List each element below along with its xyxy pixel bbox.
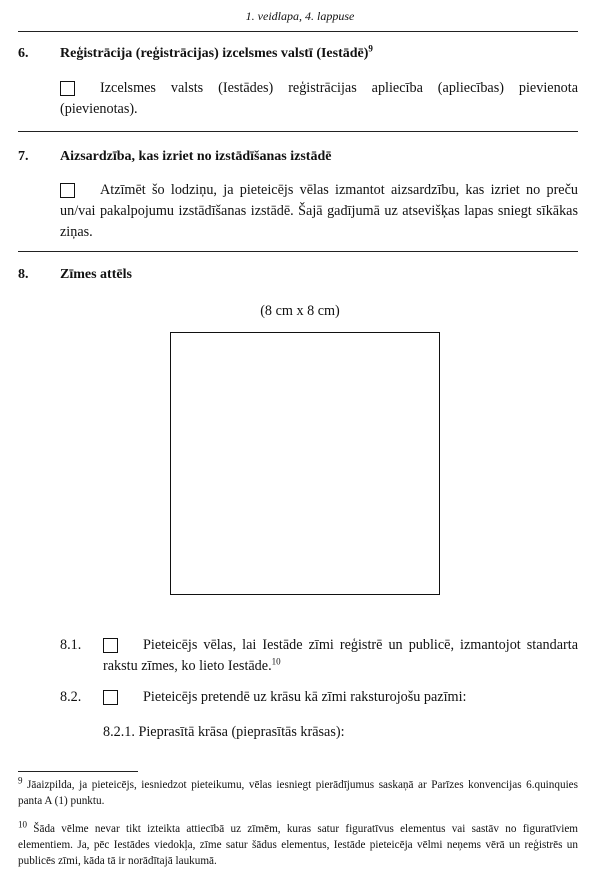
page-header: 1. veidlapa, 4. lappuse [245,9,355,23]
section-6-title [60,43,373,62]
item-8-1-text [103,635,578,677]
footnote-10-text: Šāda vēlme nevar tikt izteikta attiecībā uz zīmēm, kuras satur figuratīvus elementus vai sastāv no figuratīviem elementiem. Ja, pēc Iestādes viedokļa, zīme satur šādus elementus, Iestāde pieteicēja vēlmi neņems vērā un reģistrēs un publicēs zīmi, kāda tā ir norādītajā laukumā. [18,823,578,867]
footnote-ref-10: 10 [271,656,281,667]
item-8-2-1-label: 8.2.1. Pieprasītā krāsa (pieprasītās krāsas): [103,724,345,740]
section-7-title: Aizsardzība, kas izriet no izstādīšanas izstādē [60,149,332,164]
section-6-text: Izcelsmes valsts (Iestādes) reģistrācijas apliecība (apliecības) pievienota (pievienotas). [60,80,578,117]
item-8-1-text-body: Pieteicējs vēlas, lai Iestāde zīmi reģistrē un publicē, izmantojot standarta rakstu zīmes, ko lieto Iestāde. [103,637,578,674]
section-6-divider [18,131,578,132]
footnote-ref-9: 9 [368,43,373,54]
item-8-2-text: Pieteicējs pretendē uz krāsu kā zīmi raksturojošu pazīmi: [143,689,467,705]
section-6-number: 6. [18,46,29,61]
footnote-10 [18,821,578,869]
section-7-text: Atzīmēt šo lodziņu, ja pieteicējs vēlas izmantot aizsardzību, kas izriet no preču un/vai pakalpojumu izstādīšanas izstādē. Šajā gadījumā uz atsevišķas lapas sniegt sīkākas ziņas. [60,182,578,240]
footnote-9-text: Jāaizpilda, ja pieteicējs, iesniedzot pieteikumu, vēlas iesniegt pierādījumus saskaņā ar Parīzes konvencijas 6.quinquies panta A (1) punktu. [18,779,578,807]
section-6-title-text: Reģistrācija (reģistrācijas) izcelsmes valstī (Iestādē) [60,46,369,61]
mark-image-area[interactable] [170,332,440,595]
item-8-2-number: 8.2. [60,689,82,705]
section-8-number: 8. [18,267,29,282]
header-divider [18,31,578,32]
item-8-1-number: 8.1. [60,637,82,653]
section-7-number: 7. [18,149,29,164]
section-7-divider [18,251,578,252]
footnote-divider [18,771,138,772]
footnote-10-mark: 10 [18,819,27,830]
footnote-9 [18,777,578,809]
mark-size-label: (8 cm x 8 cm) [260,303,340,319]
colour-claim-checkbox[interactable] [103,690,118,705]
footnote-9-mark: 9 [18,775,23,786]
section-8-title: Zīmes attēls [60,267,132,282]
